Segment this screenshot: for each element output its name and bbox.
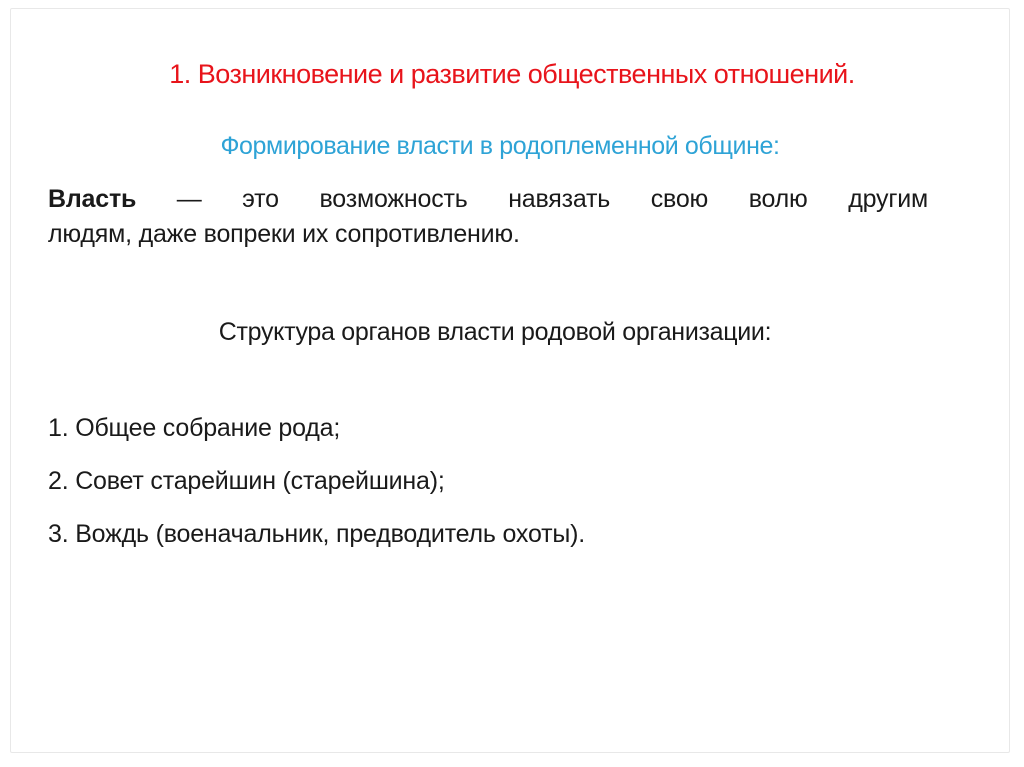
list-item: 2. Совет старейшин (старейшина); <box>48 467 445 495</box>
structure-heading: Структура органов власти родовой организации: <box>218 318 772 346</box>
authority-structure-list <box>48 412 585 571</box>
list-item: 3. Вождь (военачальник, предводитель охоты). <box>48 520 585 548</box>
slide-title: 1. Возникновение и развитие общественных отношений. <box>169 59 855 89</box>
power-definition <box>48 182 928 252</box>
definition-line-1 <box>48 182 928 217</box>
definition-text: — это возможность навязать свою волю другим <box>136 185 928 213</box>
slide-frame <box>10 8 1010 753</box>
list-item: 1. Общее собрание рода; <box>48 414 341 442</box>
slide-subtitle: Формирование власти в родоплеменной общине: <box>220 132 780 160</box>
definition-line-2: людям, даже вопреки их сопротивлению. <box>48 220 520 248</box>
definition-term: Власть <box>48 185 137 213</box>
